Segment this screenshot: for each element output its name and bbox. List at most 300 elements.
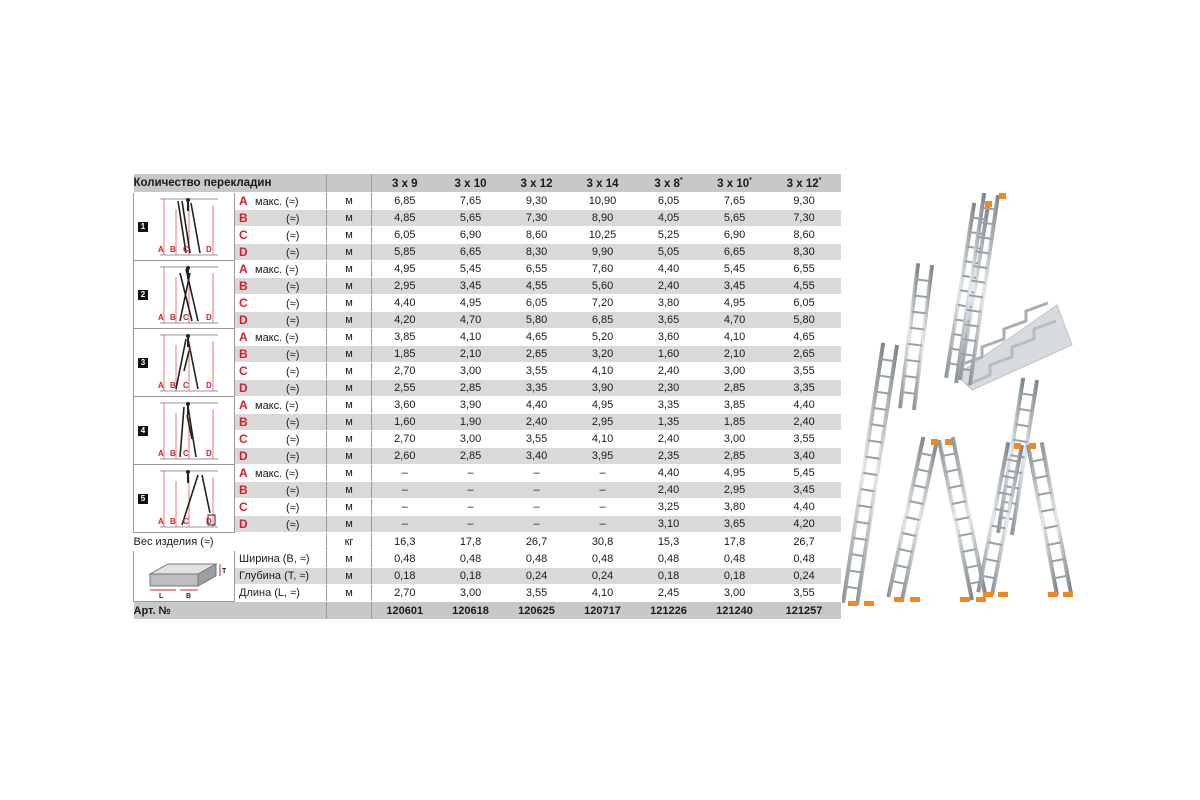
table-row: [134, 414, 841, 431]
value-cell: 9,30: [768, 193, 841, 210]
value-cell: 2,40: [636, 431, 702, 448]
value-cell: 2,35: [636, 448, 702, 465]
value-cell: 4,20: [768, 516, 841, 533]
header-column-1: 3 x 10: [438, 174, 504, 193]
value-cell: 2,40: [504, 414, 570, 431]
value-cell: 6,90: [702, 227, 768, 244]
value-cell: 2,85: [702, 448, 768, 465]
value-cell: 5,05: [636, 244, 702, 261]
article-number: 121226: [636, 602, 702, 620]
value-cell: 3,10: [636, 516, 702, 533]
measure-label: B (≈): [235, 414, 327, 431]
value-cell: 3,55: [504, 431, 570, 448]
table-row: [134, 431, 841, 448]
value-cell: 10,90: [570, 193, 636, 210]
value-cell: 10,25: [570, 227, 636, 244]
value-cell: 2,30: [636, 380, 702, 397]
value-cell: 3,00: [438, 431, 504, 448]
svg-text:A: A: [158, 381, 164, 390]
svg-text:D: D: [206, 517, 212, 526]
measure-label: A макс. (≈): [235, 261, 327, 278]
value-cell: 3,00: [438, 585, 504, 602]
value-cell: 2,40: [768, 414, 841, 431]
value-cell: 5,25: [636, 227, 702, 244]
value-cell: 4,40: [372, 295, 438, 312]
value-cell: 0,48: [636, 551, 702, 568]
value-cell: 2,85: [438, 380, 504, 397]
a-frame-ladder-right: [939, 437, 986, 600]
value-cell: 5,65: [438, 210, 504, 227]
value-cell: 2,60: [372, 448, 438, 465]
unit-cell: м: [327, 551, 372, 568]
value-cell: 0,24: [768, 568, 841, 585]
header-column-2: 3 x 12: [504, 174, 570, 193]
value-cell: 4,40: [768, 499, 841, 516]
value-cell: 26,7: [768, 533, 841, 551]
value-cell: 6,90: [438, 227, 504, 244]
single-ladder: [900, 263, 932, 410]
svg-text:D: D: [206, 449, 212, 458]
value-cell: 4,65: [768, 329, 841, 346]
value-cell: 6,05: [768, 295, 841, 312]
unit-cell: м: [327, 210, 372, 227]
value-cell: 3,90: [570, 380, 636, 397]
value-cell: 6,05: [372, 227, 438, 244]
position-badge: 3: [138, 358, 148, 368]
value-cell: 2,40: [636, 363, 702, 380]
table-row: [134, 210, 841, 227]
value-cell: 2,70: [372, 585, 438, 602]
value-cell: 2,45: [636, 585, 702, 602]
position-diagram-cell: [134, 397, 235, 465]
value-cell: –: [372, 465, 438, 482]
article-row: [134, 602, 841, 620]
value-cell: 3,40: [768, 448, 841, 465]
unit-cell: м: [327, 568, 372, 585]
value-cell: –: [504, 516, 570, 533]
value-cell: 7,30: [768, 210, 841, 227]
unit-cell: м: [327, 448, 372, 465]
value-cell: 6,55: [504, 261, 570, 278]
unit-cell: кг: [327, 533, 372, 551]
dimension-label: Ширина (B, ≈): [235, 551, 327, 568]
value-cell: 1,35: [636, 414, 702, 431]
value-cell: 3,20: [570, 346, 636, 363]
value-cell: 4,40: [636, 261, 702, 278]
unit-cell: м: [327, 278, 372, 295]
header-column-6: 3 x 12*: [768, 174, 841, 193]
ladder-foot: [1063, 592, 1073, 597]
table-row: [134, 244, 841, 261]
svg-text:C: C: [183, 381, 189, 390]
measure-label: D (≈): [235, 244, 327, 261]
value-cell: 3,00: [702, 585, 768, 602]
ladder-cap: [1029, 443, 1036, 449]
svg-text:A: A: [158, 449, 164, 458]
measure-label: A макс. (≈): [235, 193, 327, 210]
value-cell: 4,10: [570, 585, 636, 602]
value-cell: 4,40: [504, 397, 570, 414]
value-cell: 4,10: [702, 329, 768, 346]
value-cell: 7,65: [702, 193, 768, 210]
dimension-label: Длина (L, ≈): [235, 585, 327, 602]
measure-label: C (≈): [235, 499, 327, 516]
ladder-position-diagram: [158, 195, 220, 259]
table-row: [134, 499, 841, 516]
package-box-icon: [146, 556, 226, 598]
position-badge: 4: [138, 426, 148, 436]
article-unit-cell: [327, 602, 372, 620]
unit-cell: м: [327, 193, 372, 210]
value-cell: 3,80: [636, 295, 702, 312]
value-cell: 3,55: [768, 585, 841, 602]
value-cell: 5,60: [570, 278, 636, 295]
value-cell: 4,05: [636, 210, 702, 227]
value-cell: 0,48: [504, 551, 570, 568]
svg-text:C: C: [183, 245, 189, 254]
svg-text:B: B: [170, 245, 176, 254]
value-cell: 4,40: [636, 465, 702, 482]
svg-text:B: B: [170, 381, 176, 390]
value-cell: 4,95: [702, 465, 768, 482]
ladder-spec-table: [133, 174, 841, 620]
value-cell: 0,48: [702, 551, 768, 568]
header-column-3: 3 x 14: [570, 174, 636, 193]
article-number: 121240: [702, 602, 768, 620]
value-cell: 3,95: [570, 448, 636, 465]
measure-label: D (≈): [235, 380, 327, 397]
value-cell: 3,35: [636, 397, 702, 414]
value-cell: 2,65: [504, 346, 570, 363]
value-cell: 0,24: [504, 568, 570, 585]
measure-label: C (≈): [235, 295, 327, 312]
value-cell: 3,25: [636, 499, 702, 516]
value-cell: –: [438, 516, 504, 533]
position-diagram-cell: [134, 261, 235, 329]
value-cell: 1,60: [636, 346, 702, 363]
value-cell: 0,48: [570, 551, 636, 568]
measure-label: C (≈): [235, 363, 327, 380]
extended-ladder: [843, 343, 897, 605]
svg-text:A: A: [158, 517, 164, 526]
position-badge: 5: [138, 494, 148, 504]
value-cell: 16,3: [372, 533, 438, 551]
value-cell: 3,40: [504, 448, 570, 465]
value-cell: 1,90: [438, 414, 504, 431]
article-number: 120717: [570, 602, 636, 620]
position-badge: 2: [138, 290, 148, 300]
table-row: [134, 397, 841, 414]
value-cell: 5,20: [570, 329, 636, 346]
measure-label: B (≈): [235, 346, 327, 363]
value-cell: 2,70: [372, 431, 438, 448]
table-row: [134, 227, 841, 244]
value-cell: 4,95: [372, 261, 438, 278]
value-cell: 3,45: [768, 482, 841, 499]
value-cell: 3,80: [702, 499, 768, 516]
value-cell: 0,48: [372, 551, 438, 568]
value-cell: 3,65: [636, 312, 702, 329]
value-cell: 5,85: [372, 244, 438, 261]
value-cell: 6,65: [438, 244, 504, 261]
value-cell: 6,85: [372, 193, 438, 210]
ladder-product-photo: [842, 185, 1082, 620]
unit-cell: м: [327, 244, 372, 261]
ladder-position-diagram: [158, 331, 220, 395]
weight-row: [134, 533, 841, 551]
article-label: Арт. №: [134, 602, 327, 620]
table-row: [134, 329, 841, 346]
measure-label: D (≈): [235, 312, 327, 329]
dimension-row: [134, 551, 841, 568]
value-cell: 3,85: [702, 397, 768, 414]
unit-cell: м: [327, 431, 372, 448]
value-cell: 4,10: [570, 363, 636, 380]
unit-cell: м: [327, 585, 372, 602]
a-frame-ladder-left: [888, 437, 937, 600]
ladder-cap: [945, 439, 952, 445]
value-cell: 4,95: [570, 397, 636, 414]
table-row: [134, 448, 841, 465]
weight-label: Вес изделия (≈): [134, 533, 327, 551]
value-cell: –: [504, 465, 570, 482]
table-row: [134, 346, 841, 363]
ladder-foot: [976, 597, 986, 602]
value-cell: –: [372, 516, 438, 533]
value-cell: 0,18: [702, 568, 768, 585]
value-cell: –: [570, 482, 636, 499]
value-cell: –: [504, 482, 570, 499]
measure-label: B (≈): [235, 278, 327, 295]
value-cell: 4,40: [768, 397, 841, 414]
value-cell: 8,60: [504, 227, 570, 244]
table-row: [134, 482, 841, 499]
value-cell: 5,45: [438, 261, 504, 278]
value-cell: 3,00: [702, 363, 768, 380]
measure-label: A макс. (≈): [235, 397, 327, 414]
value-cell: 3,00: [702, 431, 768, 448]
value-cell: 3,55: [768, 431, 841, 448]
ladder-foot: [848, 601, 858, 606]
value-cell: 4,85: [372, 210, 438, 227]
value-cell: 2,95: [702, 482, 768, 499]
measure-label: B (≈): [235, 210, 327, 227]
svg-text:B: B: [170, 313, 176, 322]
value-cell: –: [438, 499, 504, 516]
value-cell: 4,10: [438, 329, 504, 346]
unit-cell: м: [327, 295, 372, 312]
article-number: 121257: [768, 602, 841, 620]
value-cell: –: [438, 482, 504, 499]
value-cell: 4,10: [570, 431, 636, 448]
measure-label: C (≈): [235, 431, 327, 448]
header-column-0: 3 x 9: [372, 174, 438, 193]
value-cell: 3,65: [702, 516, 768, 533]
ladder-position-diagram: [158, 263, 220, 327]
unit-cell: м: [327, 516, 372, 533]
value-cell: 8,60: [768, 227, 841, 244]
dimension-row: [134, 568, 841, 585]
value-cell: 9,30: [504, 193, 570, 210]
measure-label: A макс. (≈): [235, 329, 327, 346]
value-cell: 1,60: [372, 414, 438, 431]
table-row: [134, 278, 841, 295]
svg-text:D: D: [206, 245, 212, 254]
value-cell: –: [372, 499, 438, 516]
value-cell: 3,85: [372, 329, 438, 346]
svg-text:A: A: [158, 313, 164, 322]
value-cell: 8,30: [504, 244, 570, 261]
value-cell: 8,90: [570, 210, 636, 227]
measure-label: C (≈): [235, 227, 327, 244]
table-row: [134, 380, 841, 397]
header-column-4: 3 x 8*: [636, 174, 702, 193]
value-cell: 4,95: [702, 295, 768, 312]
measure-label: A макс. (≈): [235, 465, 327, 482]
ladder-position-diagram: [158, 467, 220, 531]
svg-text:D: D: [206, 381, 212, 390]
article-number: 120601: [372, 602, 438, 620]
value-cell: 4,95: [438, 295, 504, 312]
dimension-row: [134, 585, 841, 602]
svg-text:B: B: [186, 593, 192, 598]
table-row: [134, 312, 841, 329]
value-cell: 0,18: [438, 568, 504, 585]
value-cell: –: [570, 465, 636, 482]
value-cell: 4,55: [504, 278, 570, 295]
value-cell: 3,90: [438, 397, 504, 414]
value-cell: 17,8: [702, 533, 768, 551]
value-cell: 4,70: [438, 312, 504, 329]
combo-ladder-right: [1028, 442, 1071, 595]
value-cell: 9,90: [570, 244, 636, 261]
svg-text:C: C: [183, 449, 189, 458]
unit-cell: м: [327, 261, 372, 278]
table-row: [134, 261, 841, 278]
unit-cell: м: [327, 312, 372, 329]
svg-text:L: L: [159, 593, 164, 598]
unit-cell: м: [327, 482, 372, 499]
value-cell: 17,8: [438, 533, 504, 551]
value-cell: 4,65: [504, 329, 570, 346]
unit-cell: м: [327, 363, 372, 380]
value-cell: 7,30: [504, 210, 570, 227]
value-cell: 6,05: [504, 295, 570, 312]
ladder-cap: [999, 193, 1006, 199]
value-cell: 3,35: [504, 380, 570, 397]
value-cell: 2,95: [372, 278, 438, 295]
table-row: [134, 295, 841, 312]
unit-cell: м: [327, 380, 372, 397]
value-cell: 0,18: [636, 568, 702, 585]
value-cell: 2,85: [702, 380, 768, 397]
header-row: [134, 174, 841, 193]
ladder-foot: [894, 597, 904, 602]
table-row: [134, 465, 841, 482]
value-cell: 3,55: [504, 363, 570, 380]
value-cell: 1,85: [372, 346, 438, 363]
dimension-label: Глубина (T, ≈): [235, 568, 327, 585]
value-cell: 4,55: [768, 278, 841, 295]
value-cell: 26,7: [504, 533, 570, 551]
position-diagram-cell: [134, 329, 235, 397]
svg-text:B: B: [170, 517, 176, 526]
value-cell: 2,10: [438, 346, 504, 363]
value-cell: –: [372, 482, 438, 499]
value-cell: 6,05: [636, 193, 702, 210]
value-cell: 7,60: [570, 261, 636, 278]
unit-cell: м: [327, 465, 372, 482]
value-cell: 2,40: [636, 278, 702, 295]
ladder-foot: [910, 597, 920, 602]
ladder-cap: [1014, 443, 1021, 449]
value-cell: 5,65: [702, 210, 768, 227]
value-cell: 5,45: [768, 465, 841, 482]
value-cell: 6,85: [570, 312, 636, 329]
value-cell: –: [570, 499, 636, 516]
value-cell: 2,85: [438, 448, 504, 465]
value-cell: 4,70: [702, 312, 768, 329]
value-cell: 6,55: [768, 261, 841, 278]
header-title: Количество перекладин: [134, 174, 327, 193]
table-row: [134, 193, 841, 210]
value-cell: 3,00: [438, 363, 504, 380]
value-cell: 3,60: [636, 329, 702, 346]
ladder-foot: [864, 601, 874, 606]
value-cell: –: [570, 516, 636, 533]
value-cell: 3,55: [768, 363, 841, 380]
unit-cell: м: [327, 397, 372, 414]
value-cell: 3,55: [504, 585, 570, 602]
article-number: 120618: [438, 602, 504, 620]
svg-text:D: D: [206, 313, 212, 322]
value-cell: 15,3: [636, 533, 702, 551]
unit-cell: м: [327, 227, 372, 244]
value-cell: 2,65: [768, 346, 841, 363]
value-cell: 3,45: [702, 278, 768, 295]
value-cell: 1,85: [702, 414, 768, 431]
value-cell: 4,20: [372, 312, 438, 329]
ladder-cap: [931, 439, 938, 445]
value-cell: 5,80: [768, 312, 841, 329]
position-badge: 1: [138, 222, 148, 232]
value-cell: 7,65: [438, 193, 504, 210]
svg-text:T: T: [222, 568, 226, 575]
ladder-foot: [983, 592, 993, 597]
header-column-5: 3 x 10*: [702, 174, 768, 193]
measure-label: D (≈): [235, 448, 327, 465]
svg-text:C: C: [183, 517, 189, 526]
unit-cell: м: [327, 499, 372, 516]
value-cell: 3,35: [768, 380, 841, 397]
unit-cell: м: [327, 346, 372, 363]
value-cell: 30,8: [570, 533, 636, 551]
measure-label: B (≈): [235, 482, 327, 499]
value-cell: –: [438, 465, 504, 482]
value-cell: 0,48: [768, 551, 841, 568]
value-cell: 2,40: [636, 482, 702, 499]
value-cell: 6,65: [702, 244, 768, 261]
header-unit-cell: [327, 174, 372, 193]
value-cell: 7,20: [570, 295, 636, 312]
value-cell: 5,80: [504, 312, 570, 329]
position-diagram-cell: [134, 465, 235, 533]
value-cell: 2,55: [372, 380, 438, 397]
value-cell: 3,60: [372, 397, 438, 414]
value-cell: 2,95: [570, 414, 636, 431]
svg-text:A: A: [158, 245, 164, 254]
unit-cell: м: [327, 414, 372, 431]
